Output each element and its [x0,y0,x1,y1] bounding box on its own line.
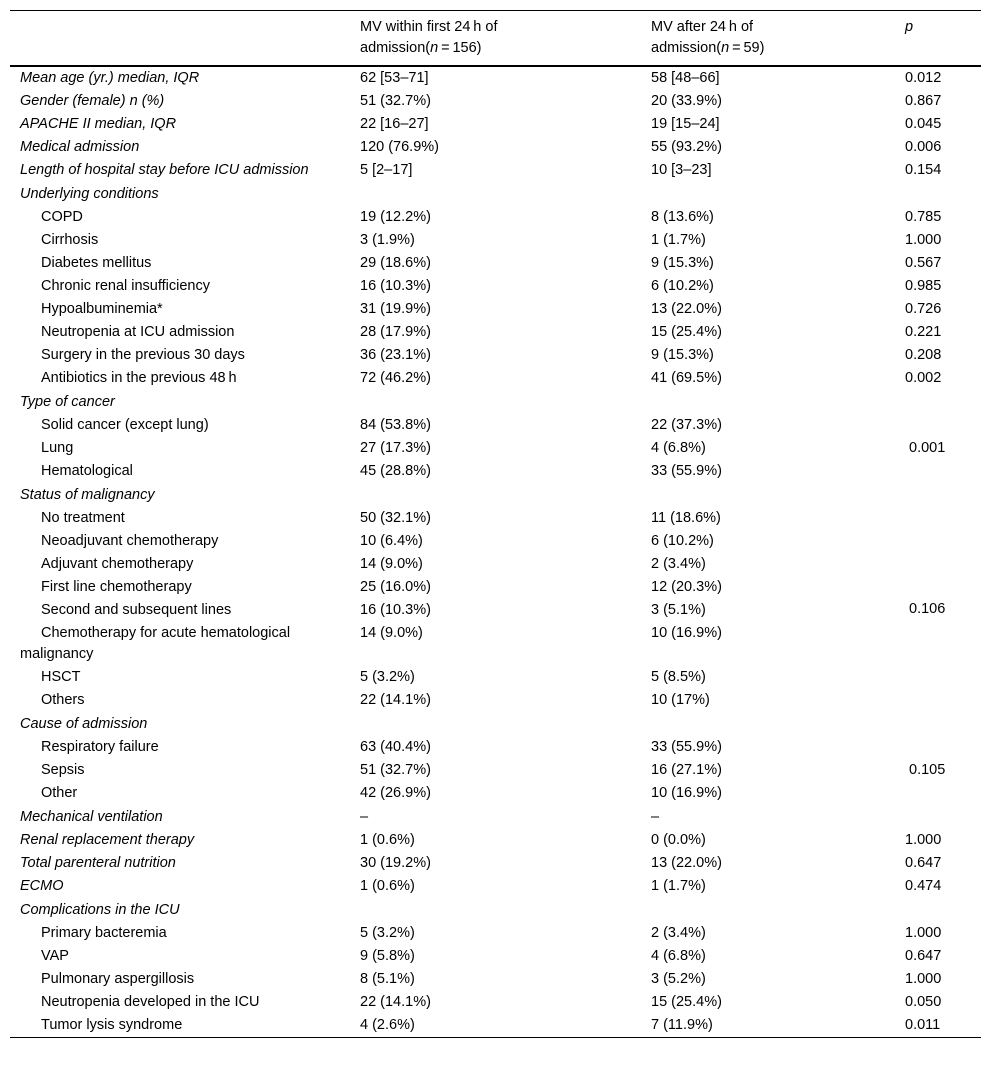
section-row [10,483,981,507]
row-label: Neutropenia at ICU admission [41,324,235,340]
cell-after: 22 (37.3%) [651,417,722,433]
table-row [10,622,981,666]
cell-within: 8 (5.1%) [360,971,415,987]
cell-after: 55 (93.2%) [651,139,722,155]
row-label: No treatment [41,510,125,526]
cell-p: 0.647 [905,948,942,964]
cell-after: 9 (15.3%) [651,255,714,271]
table-row [10,576,981,599]
header-mv-after-24h-line1: MV after 24 h of [651,19,754,35]
table-row [10,414,981,437]
row-label: Pulmonary aspergillosis [41,971,195,987]
cell-within: 10 (6.4%) [360,533,423,549]
row-label: Sepsis [41,762,85,778]
cell-within: 72 (46.2%) [360,370,431,386]
cell-after: 3 (5.2%) [651,971,706,987]
cell-within: 29 (18.6%) [360,255,431,271]
row-label: Renal replacement therapy [20,832,195,848]
cell-p: 0.045 [905,116,942,132]
section-complications: Complications in the ICU [20,902,180,918]
table-row [10,113,981,136]
cell-within: 42 (26.9%) [360,785,431,801]
cell-p: 0.012 [905,70,942,86]
table-row [10,922,981,945]
cell-after: 12 (20.3%) [651,579,722,595]
cell-within: 120 (76.9%) [360,139,439,155]
table-row [10,852,981,875]
cell-after: 7 (11.9%) [651,1017,713,1033]
table-row [10,66,981,90]
cell-p: 0.647 [905,855,942,871]
section-row [10,898,981,922]
cell-after: 0 (0.0%) [651,832,706,848]
header-mv-within-24h-line2a: admission( [360,40,431,56]
row-label: Others [41,692,85,708]
row-label: Tumor lysis syndrome [41,1017,183,1033]
cell-after: 2 (3.4%) [651,925,706,941]
header-row [10,11,981,67]
cell-after: 15 (25.4%) [651,324,722,340]
cell-p: 0.985 [905,278,942,294]
cell-after: 6 (10.2%) [651,533,714,549]
table-row [10,460,981,483]
table-row [10,945,981,968]
cell-after: 10 [3–23] [651,162,712,178]
row-label: Diabetes mellitus [41,255,152,271]
cell-within: 14 (9.0%) [360,625,423,641]
cell-within: 22 [16–27] [360,116,429,132]
section-status-of-malignancy: Status of malignancy [20,487,155,503]
cell-within: 19 (12.2%) [360,209,431,225]
table-row [10,530,981,553]
table-row [10,136,981,159]
header-mv-after-24h-line2a: admission( [651,40,722,56]
cell-within: 36 (23.1%) [360,347,431,363]
cell-after: 1 (1.7%) [651,878,706,894]
cell-after: 13 (22.0%) [651,855,722,871]
table-row [10,1014,981,1038]
cell-after: 11 (18.6%) [651,510,721,526]
header-mv-within-24h-line1: MV within first 24 h of [360,19,498,35]
row-label: Gender (female) n (%) [20,93,165,109]
cell-p: 0.474 [905,878,942,894]
table-body [10,66,981,1038]
table-row [10,367,981,390]
header-mv-after-24h-n: n [721,40,730,56]
cell-after: 15 (25.4%) [651,994,722,1010]
table-row [10,252,981,275]
table-row [10,321,981,344]
cell-p [895,805,981,829]
table-row [10,599,981,622]
cell-after: 33 (55.9%) [651,463,722,479]
section-row [10,390,981,414]
table-row [10,553,981,576]
comparison-table [10,10,981,1038]
header-mv-within-24h-line2b: = 156) [438,40,482,56]
table-row [10,759,981,782]
cell-within: 4 (2.6%) [360,1017,415,1033]
cell-after: – [651,809,660,825]
row-label: Respiratory failure [41,739,159,755]
table-row [10,968,981,991]
header-variable [10,11,350,67]
cell-after: 10 (17%) [651,692,710,708]
cell-p: 0.011 [905,1017,941,1033]
cell-p: 1.000 [905,832,942,848]
header-mv-after-24h [641,11,895,67]
row-label: COPD [41,209,83,225]
row-label: Hypoalbuminemia* [41,301,163,317]
cell-p: 1.000 [905,971,942,987]
cell-within: 5 [2–17] [360,162,413,178]
section-underlying-conditions: Underlying conditions [20,186,159,202]
cell-within: 3 (1.9%) [360,232,415,248]
table-row [10,829,981,852]
row-label: Primary bacteremia [41,925,167,941]
table-row [10,159,981,182]
row-label: Mechanical ventilation [20,809,163,825]
cell-after: 4 (6.8%) [651,440,706,456]
row-label: Mean age (yr.) median, IQR [20,70,200,86]
row-label: Total parenteral nutrition [20,855,176,871]
cell-after: 19 [15–24] [651,116,720,132]
table-row [10,805,981,829]
cell-after: 9 (15.3%) [651,347,714,363]
table-row [10,875,981,898]
row-label: Neoadjuvant chemotherapy [41,533,219,549]
cell-after: 20 (33.9%) [651,93,722,109]
cell-after: 1 (1.7%) [651,232,706,248]
cell-after: 2 (3.4%) [651,556,706,572]
table-row [10,689,981,712]
cell-p: 0.002 [905,370,942,386]
row-label: VAP [41,948,69,964]
row-label: APACHE II median, IQR [20,116,177,132]
row-label: Chemotherapy for acute hematological malignancy [20,625,291,662]
cell-after: 3 (5.1%) [651,602,706,618]
row-label: Second and subsequent lines [41,602,232,618]
table-container [10,10,981,1038]
cell-within: 9 (5.8%) [360,948,415,964]
cell-p: 1.000 [905,232,942,248]
cell-within: 22 (14.1%) [360,994,431,1010]
cell-p: 0.050 [905,994,942,1010]
table-row [10,90,981,113]
section-type-of-cancer: Type of cancer [20,394,115,410]
cell-p: 1.000 [905,925,942,941]
table-row [10,206,981,229]
cell-after: 16 (27.1%) [651,762,722,778]
header-mv-within-24h-n: n [430,40,439,56]
table-row [10,344,981,367]
table-row [10,275,981,298]
cell-within: 1 (0.6%) [360,832,415,848]
cell-within: 45 (28.8%) [360,463,431,479]
section-row [10,712,981,736]
row-label: Surgery in the previous 30 days [41,347,245,363]
header-mv-after-24h-line2b: = 59) [729,40,765,56]
row-label: Chronic renal insufficiency [41,278,210,294]
cell-within: 5 (3.2%) [360,669,415,685]
cell-within: 51 (32.7%) [360,93,431,109]
row-label: Length of hospital stay before ICU admission [20,162,309,178]
cell-after: 10 (16.9%) [651,625,722,641]
cell-p: 0.567 [905,255,942,271]
cell-within: 28 (17.9%) [360,324,431,340]
row-label: Cirrhosis [41,232,99,248]
cell-within: 27 (17.3%) [360,440,431,456]
cell-within: 31 (19.9%) [360,301,431,317]
table-row [10,298,981,321]
table-row [10,991,981,1014]
cell-within: 84 (53.8%) [360,417,431,433]
cell-after: 8 (13.6%) [651,209,714,225]
cell-within: 63 (40.4%) [360,739,431,755]
cell-p: 0.867 [905,93,942,109]
cell-p: 0.154 [905,162,942,178]
table-row [10,736,981,759]
cell-within: 51 (32.7%) [360,762,431,778]
cell-p: 0.208 [905,347,942,363]
cell-p: 0.221 [905,324,942,340]
cell-after: 33 (55.9%) [651,739,722,755]
cell-within: 16 (10.3%) [360,278,431,294]
table-header [10,11,981,67]
cell-within: 14 (9.0%) [360,556,423,572]
cell-within: 22 (14.1%) [360,692,431,708]
cell-after: 58 [48–66] [651,70,720,86]
header-mv-within-24h [350,11,641,67]
cell-p-group: 0.105 [909,762,946,778]
cell-after: 13 (22.0%) [651,301,722,317]
row-label: Other [41,785,78,801]
row-label: Antibiotics in the previous 48 h [41,370,237,386]
row-label: Medical admission [20,139,140,155]
cell-p-group: 0.001 [909,440,946,456]
cell-p: 0.785 [905,209,942,225]
table-row [10,782,981,805]
cell-within: – [360,809,369,825]
cell-within: 1 (0.6%) [360,878,415,894]
table-row [10,229,981,252]
cell-within: 50 (32.1%) [360,510,431,526]
row-label: ECMO [20,878,64,894]
cell-p: 0.006 [905,139,942,155]
row-label: Solid cancer (except lung) [41,417,209,433]
cell-p-group: 0.106 [909,601,946,617]
cell-within: 5 (3.2%) [360,925,415,941]
table-row [10,507,981,530]
row-label: Hematological [41,463,133,479]
row-label: First line chemotherapy [41,579,192,595]
cell-after: 10 (16.9%) [651,785,722,801]
section-row [10,182,981,206]
row-label: Neutropenia developed in the ICU [41,994,260,1010]
table-row [10,437,981,460]
cell-p: 0.726 [905,301,942,317]
cell-after: 5 (8.5%) [651,669,706,685]
cell-after: 41 (69.5%) [651,370,722,386]
row-label: Lung [41,440,74,456]
row-label: HSCT [41,669,81,685]
cell-within: 30 (19.2%) [360,855,431,871]
cell-within: 62 [53–71] [360,70,429,86]
table-row [10,666,981,689]
row-label: Adjuvant chemotherapy [41,556,194,572]
header-p-value: p [905,19,914,35]
cell-after: 6 (10.2%) [651,278,714,294]
cell-within: 25 (16.0%) [360,579,431,595]
section-cause-of-admission: Cause of admission [20,716,148,732]
cell-within: 16 (10.3%) [360,602,431,618]
cell-after: 4 (6.8%) [651,948,706,964]
